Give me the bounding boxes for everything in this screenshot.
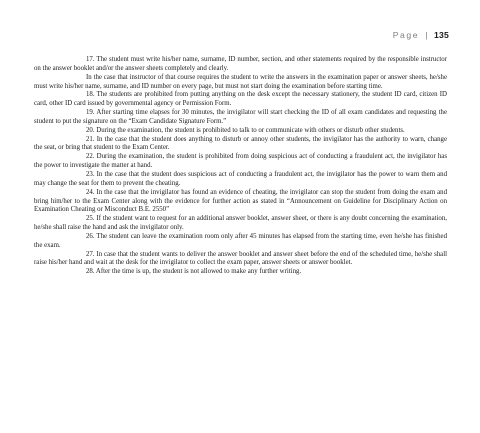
page-number-header [393,30,449,40]
page-label: Page [392,30,420,40]
paragraph-rule-22: 22. During the examination, the student is prohibited from doing suspicious act of conducting a fraudulent act, the invigilator has the power to investigate the matter at hand. [34,153,447,170]
paragraph-rule-25: 25. If the student want to request for an additional answer booklet, answer sheet, or there is any doubt concerning the examination, he/she shall raise the hand and ask the invigilator only. [34,215,447,232]
paragraph-rule-23: 23. In the case that the student does suspicious act of conducting a fraudulent act, the invigilator has the power to warn them and may change the seat for them to prevent the cheating. [34,170,447,187]
page-number: 135 [434,30,449,40]
paragraph-rule-17: 17. The student must write his/her name, surname, ID number, section, and other statements required by the responsible instructor on the answer booklet and/or the answer sheets completely and clearly. [34,56,447,72]
paragraph-rule-18: 18. The students are prohibited from putting anything on the desk except the necessary stationery, the student ID card, citizen ID card, other ID card issued by governmental agency or Permission Form. [34,91,447,108]
paragraph-rule-17-note: In the case that instructor of that course requires the student to write the answers in the examination paper or answer sheets, he/she must write his/her name, surname, and ID number on every page, but must not start doing the examination before starting time. [34,73,447,90]
document-body [34,56,447,277]
paragraph-rule-27: 27. In case that the student wants to deliver the answer booklet and answer sheet before the end of the scheduled time, he/she shall raise his/her hand and wait at the desk for the invigilator to collect the exam paper, answer sheets or answer booklet. [34,250,447,267]
paragraph-rule-24: 24. In the case that the invigilator has found an evidence of cheating, the invigilator can stop the student from doing the exam and bring him/her to the Exam Center along with the evidence for further action as stated in “Announcement on Guideline for Disciplinary Action on Examination Cheating or Misconduct B.E. 2550” [34,188,447,214]
paragraph-rule-21: 21. In the case that the student does anything to disturb or annoy other students, the invigilator has the authority to warn, change the seat, or bring that student to the Exam Center. [34,135,447,152]
paragraph-rule-19: 19. After starting time elapses for 30 minutes, the invigilator will start checking the ID of all exam candidates and requesting the student to put the signature on the “Exam Candidate Signature Form.” [34,109,447,125]
paragraph-rule-28: 28. After the time is up, the student is not allowed to make any further writing. [86,268,302,276]
page-separator: | [425,30,430,40]
paragraph-rule-26: 26. The student can leave the examination room only after 45 minutes has elapsed from the starting time, even he/she has finished the exam. [34,232,447,249]
paragraph-rule-20: 20. During the examination, the student is prohibited to talk to or communicate with others or disturb other students. [86,126,405,134]
